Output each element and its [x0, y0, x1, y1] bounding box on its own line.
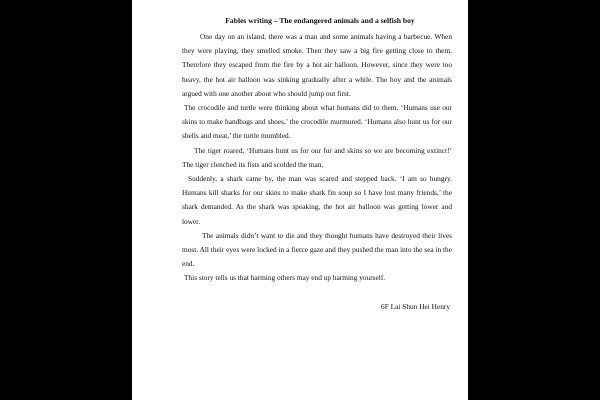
- paragraph-5: The animals didn’t want to die and they thought humans have destroyed their lives most. All their eyes were locked in a fierce gaze and they pushed the man into the sea in the end.: [182, 230, 452, 269]
- document-title: Fables writing – The endangered animals and a selfish boy: [225, 16, 415, 25]
- document-page: [132, 0, 468, 400]
- paragraph-6: This story tells us that harming others may end up harming yourself.: [184, 273, 386, 283]
- paragraph-2: The crocodile and turtle were thinking about what humans did to them. ‘Humans use our skins to make handbags and shoes,’ the crocodile murmured. ‘Humans also hunt us for our shells and meat,’ the turtle mumbled.: [182, 103, 452, 141]
- paragraph-3: The tiger roared, ‘Humans hunt us for our fur and skins so we are becoming extinct!’ The tiger clenched its fists and scolded the man.: [182, 145, 452, 169]
- paragraph-4: Suddenly, a shark came by, the man was scared and stepped back. ‘I am so hungry. Humans kill sharks for our skins to make shark fin soup so I have lost many friends,’ the shark demanded. As the shark was speaking, the hot air balloon was getting lower and lower.: [182, 174, 452, 226]
- paragraph-1: One day on an island, there was a man and some animals having a barbecue. When they were playing, they smelled smoke. Then they saw a big fire getting close to them. Therefore they escaped from the fire by a hot air balloon. However, since they were too heavy, the hot air balloon was sinking gradually after a while. The boy and the animals argued with one another about who should jump out first.: [182, 32, 452, 98]
- author-signature: 6F Lai Shun Hei Henry: [381, 301, 450, 311]
- document-body: [182, 14, 452, 314]
